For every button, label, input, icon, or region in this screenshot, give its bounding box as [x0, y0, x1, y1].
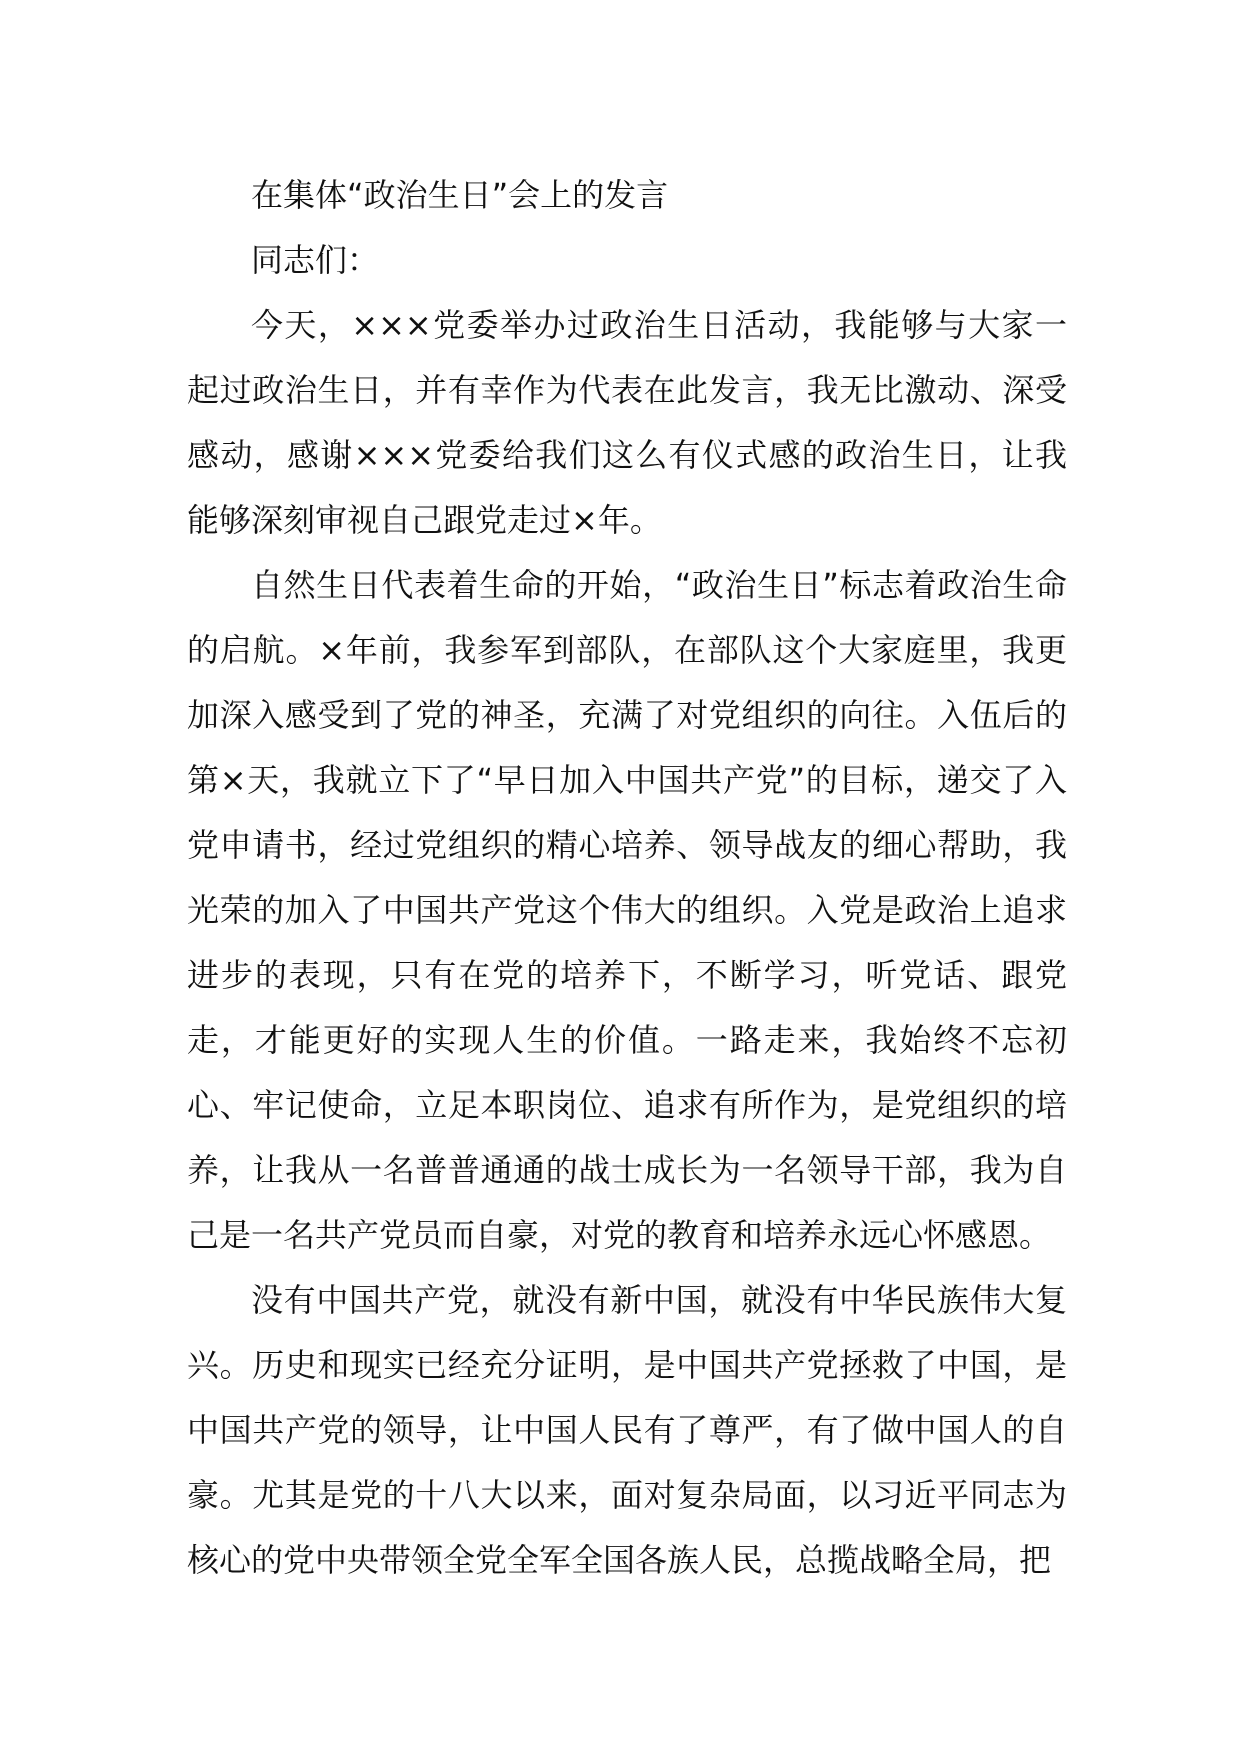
paragraph-3: 没有中国共产党，就没有新中国，就没有中华民族伟大复兴。历史和现实已经充分证明，是中国共产党拯救了中国，是中国共产党的领导，让中国人民有了尊严，有了做中国人的自豪。尤其是党的十八大以来，面对复杂局面，以习近平同志为核心的党中央带领全党全军全国各族人民，总揽战略全局，把: [187, 1281, 1067, 1579]
document-body: [187, 163, 1067, 1593]
document-title: 在集体“政治生日”会上的发言: [251, 176, 669, 214]
salutation: 同志们：: [251, 241, 380, 279]
paragraph-2: 自然生日代表着生命的开始，“政治生日”标志着政治生命的启航。×年前，我参军到部队，在部队这个大家庭里，我更加深入感受到了党的神圣，充满了对党组织的向往。入伍后的第×天，我就立下了“早日加入中国共产党”的目标，递交了入党申请书，经过党组织的精心培养、领导战友的细心帮助，我光荣的加入了中国共产党这个伟大的组织。入党是政治上追求进步的表现，只有在党的培养下，不断学习，听党话、跟党走，才能更好的实现人生的价值。一路走来，我始终不忘初心、牢记使命，立足本职岗位、追求有所作为，是党组织的培养，让我从一名普普通通的战士成长为一名领导干部，我为自己是一名共产党员而自豪，对党的教育和培养永远心怀感恩。: [187, 566, 1067, 1254]
paragraph-1: 今天，×××党委举办过政治生日活动，我能够与大家一起过政治生日，并有幸作为代表在此发言，我无比激动、深受感动，感谢×××党委给我们这么有仪式感的政治生日，让我能够深刻审视自己跟党走过×年。: [187, 306, 1067, 539]
